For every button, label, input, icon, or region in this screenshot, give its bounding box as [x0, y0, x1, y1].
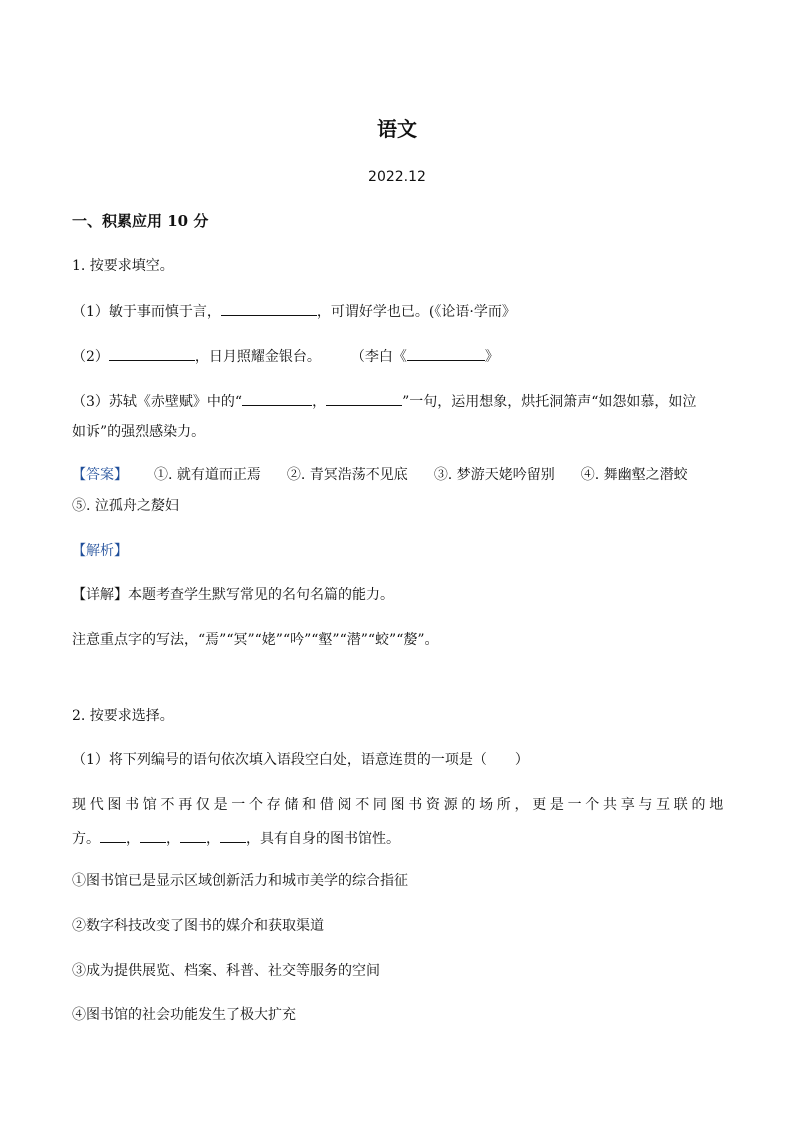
question-2-part-1: （1）将下列编号的语句依次填入语段空白处，语意连贯的一项是（ ）	[72, 752, 529, 768]
fill-blank	[220, 828, 246, 843]
answer-label: 【答案】	[72, 467, 128, 483]
option-4: ④图书馆的社会功能发生了极大扩充	[72, 1007, 296, 1023]
fill-blank	[180, 828, 206, 843]
detail-label: 【详解】	[72, 587, 128, 603]
part-2-text-b: ，日月照耀金银台。	[194, 349, 321, 365]
fill-blank	[109, 346, 195, 361]
part-2-text-d: 》	[484, 349, 499, 365]
section-heading: 一、积累应用 10 分	[72, 212, 209, 230]
option-3: ③成为提供展览、档案、科普、社交等服务的空间	[72, 963, 380, 979]
fill-blank	[326, 391, 402, 406]
part-1-text-a: （1）敏于事而慎于言，	[72, 304, 221, 320]
answer-item: ③. 梦游天姥吟留别	[433, 467, 555, 483]
question-1-part-1	[72, 301, 722, 321]
answer-item: ⑤. 泣孤舟之嫠妇	[72, 498, 179, 514]
fill-blank	[221, 301, 317, 316]
part-3-text-b: ，	[312, 394, 327, 410]
answer-item: ④. 舞幽壑之潜蛟	[580, 467, 688, 483]
question-1-part-3-cont: 如诉”的强烈感染力。	[72, 424, 206, 440]
option-1: ①图书馆已是显示区域创新活力和城市美学的综合指征	[72, 873, 408, 889]
passage-line-2: 方。 ， ， ， ，具有自身的图书馆性。	[72, 828, 722, 848]
note-line: 注意重点字的写法，“焉”“冥”“姥”“吟”“壑”“潜”“蛟”“嫠”。	[72, 632, 439, 648]
question-2-stem: 2. 按要求选择。	[72, 708, 174, 724]
detail-text: 本题考查学生默写常见的名句名篇的能力。	[128, 587, 394, 603]
answer-item: ②. 青冥浩荡不见底	[286, 467, 408, 483]
fill-blank	[140, 828, 166, 843]
fill-blank	[100, 828, 126, 843]
part-2-text-c: （李白《	[350, 349, 407, 365]
part-3-text-a: （3）苏轼《赤壁赋》中的“	[72, 394, 243, 410]
analysis-label: 【解析】	[72, 543, 128, 559]
passage-line-1: 现代图书馆不再仅是一个存储和借阅不同图书资源的场所，更是一个共享与互联的地	[72, 797, 727, 813]
option-2: ②数字科技改变了图书的媒介和获取渠道	[72, 918, 324, 934]
question-1-part-2	[72, 346, 722, 366]
fill-blank	[242, 391, 312, 406]
part-3-text-c: ”一句，运用想象，烘托洞箫声“如怨如慕，如泣	[402, 394, 697, 410]
answer-row-cont	[72, 497, 722, 515]
answer-row	[72, 466, 722, 484]
question-1-stem: 1. 按要求填空。	[72, 258, 174, 274]
detail-line	[72, 586, 722, 604]
part-1-text-b: ，可谓好学也已。(《论语·学而》	[316, 304, 516, 320]
document-date: 2022.12	[368, 169, 426, 185]
question-1-part-3	[72, 391, 722, 411]
document-title: 语文	[377, 117, 417, 141]
fill-blank	[407, 346, 485, 361]
answer-item: ①. 就有道而正焉	[154, 467, 261, 483]
part-2-text-a: （2）	[72, 349, 109, 365]
